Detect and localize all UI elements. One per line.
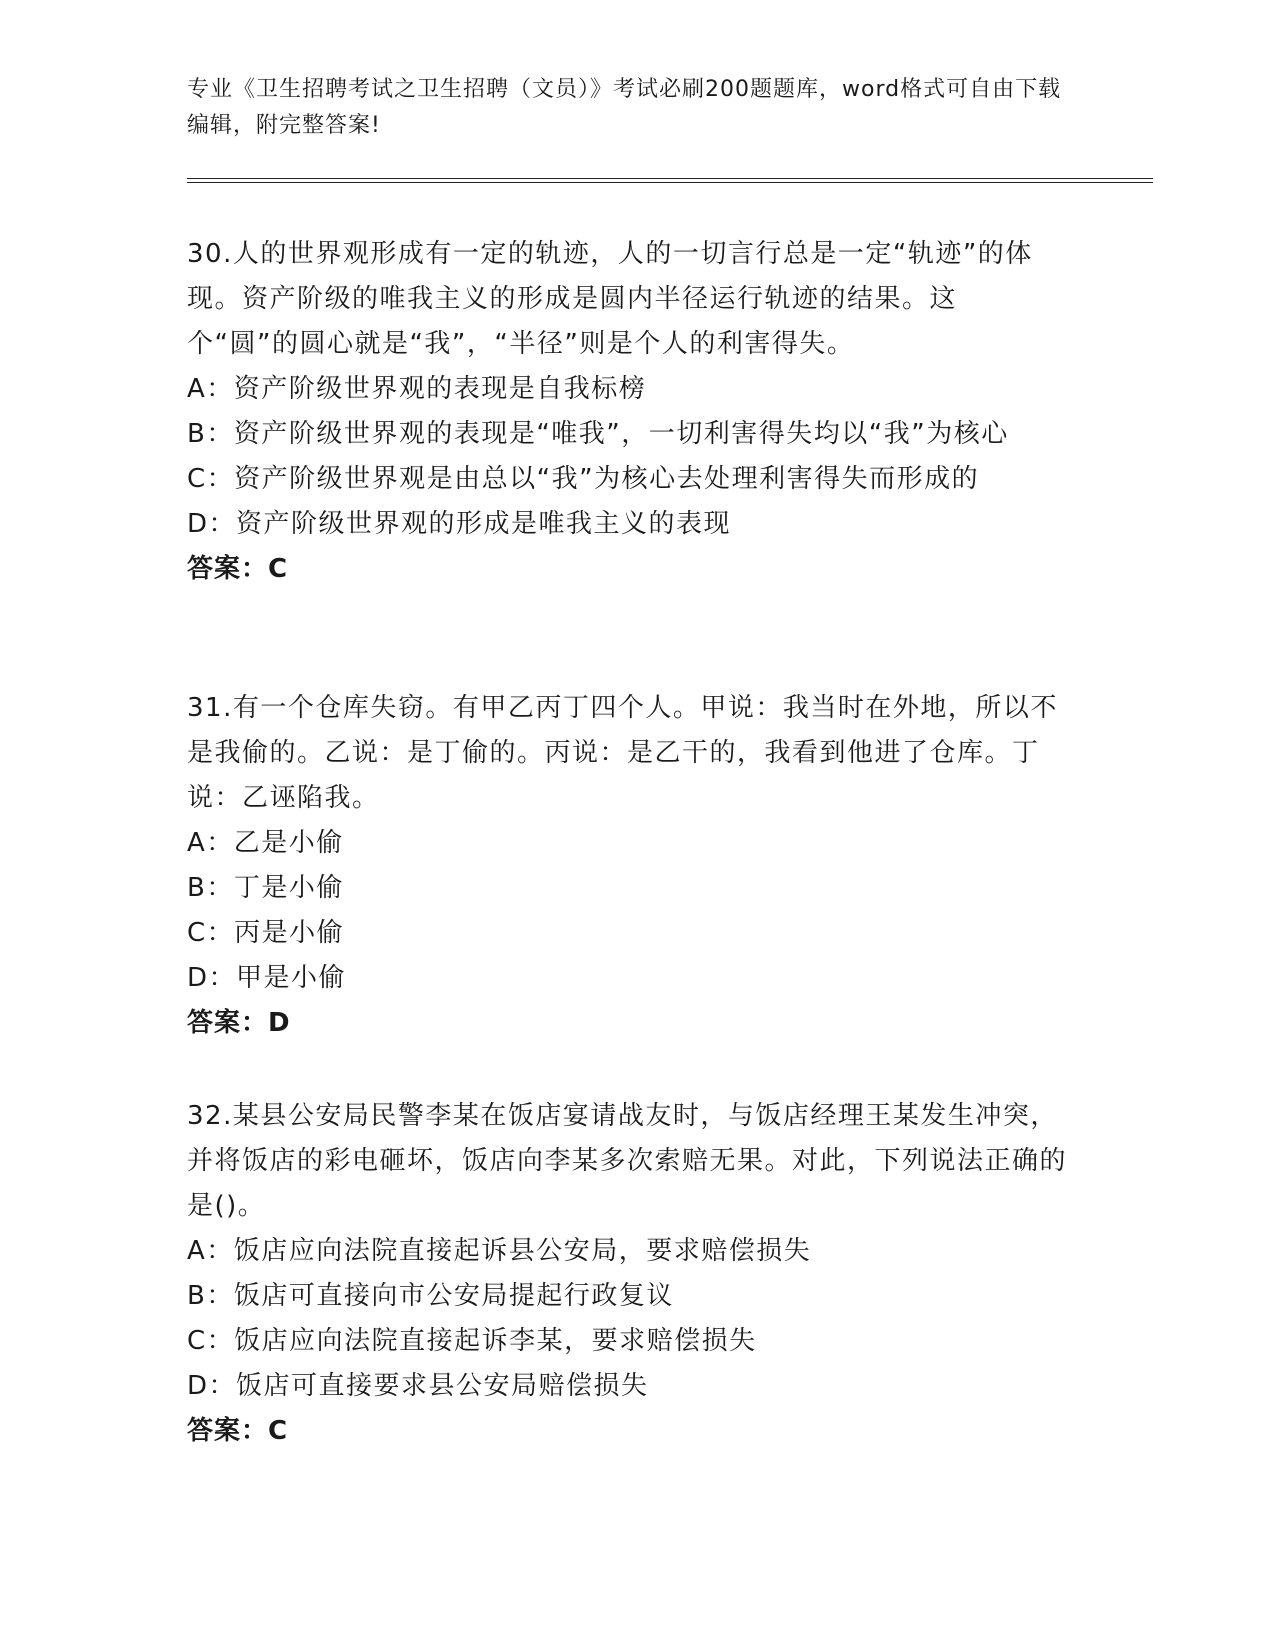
question-block [187,1094,1067,1454]
option-c: C：资产阶级世界观是由总以“我”为核心去处理利害得失而形成的 [187,464,980,494]
question-stem: 32.某县公安局民警李某在饭店宴请战友时，与饭店经理王某发生冲突，并将饭店的彩电砸坏，饭店向李某多次索赔无果。对此，下列说法正确的是()。 [187,1101,1068,1221]
option-b: B：饭店可直接向市公安局提起行政复议 [187,1281,674,1311]
answer-line: 答案：D [187,1008,291,1038]
option-d: D：甲是小偷 [187,963,347,993]
option-d: D：饭店可直接要求县公安局赔偿损失 [187,1371,649,1401]
option-a: A：乙是小偷 [187,828,344,858]
question-stem: 31.有一个仓库失窃。有甲乙丙丁四个人。甲说：我当时在外地，所以不是我偷的。乙说：是丁偷的。丙说：是乙干的，我看到他进了仓库。丁说：乙诬陷我。 [187,693,1058,813]
answer-line: 答案：C [187,1416,289,1446]
question-stem: 30.人的世界观形成有一定的轨迹，人的一切言行总是一定“轨迹”的体现。资产阶级的唯我主义的形成是圆内半径运行轨迹的结果。这个“圆”的圆心就是“我”，“半径”则是个人的利害得失。 [187,239,1033,359]
question-block [187,686,1067,1046]
option-a: A：资产阶级世界观的表现是自我标榜 [187,374,647,404]
question-block [187,232,1067,592]
option-c: C：丙是小偷 [187,918,345,948]
answer-line: 答案：C [187,554,289,584]
option-d: D：资产阶级世界观的形成是唯我主义的表现 [187,509,732,539]
option-b: B：丁是小偷 [187,873,344,903]
option-b: B：资产阶级世界观的表现是“唯我”，一切利害得失均以“我”为核心 [187,419,1009,449]
option-c: C：饭店应向法院直接起诉李某，要求赔偿损失 [187,1326,757,1356]
document-header: 专业《卫生招聘考试之卫生招聘（文员）》考试必刷200题题库，word格式可自由下载编辑，附完整答案! [187,77,1062,138]
header-divider [187,178,1153,183]
option-a: A：饭店应向法院直接起诉县公安局，要求赔偿损失 [187,1236,812,1266]
